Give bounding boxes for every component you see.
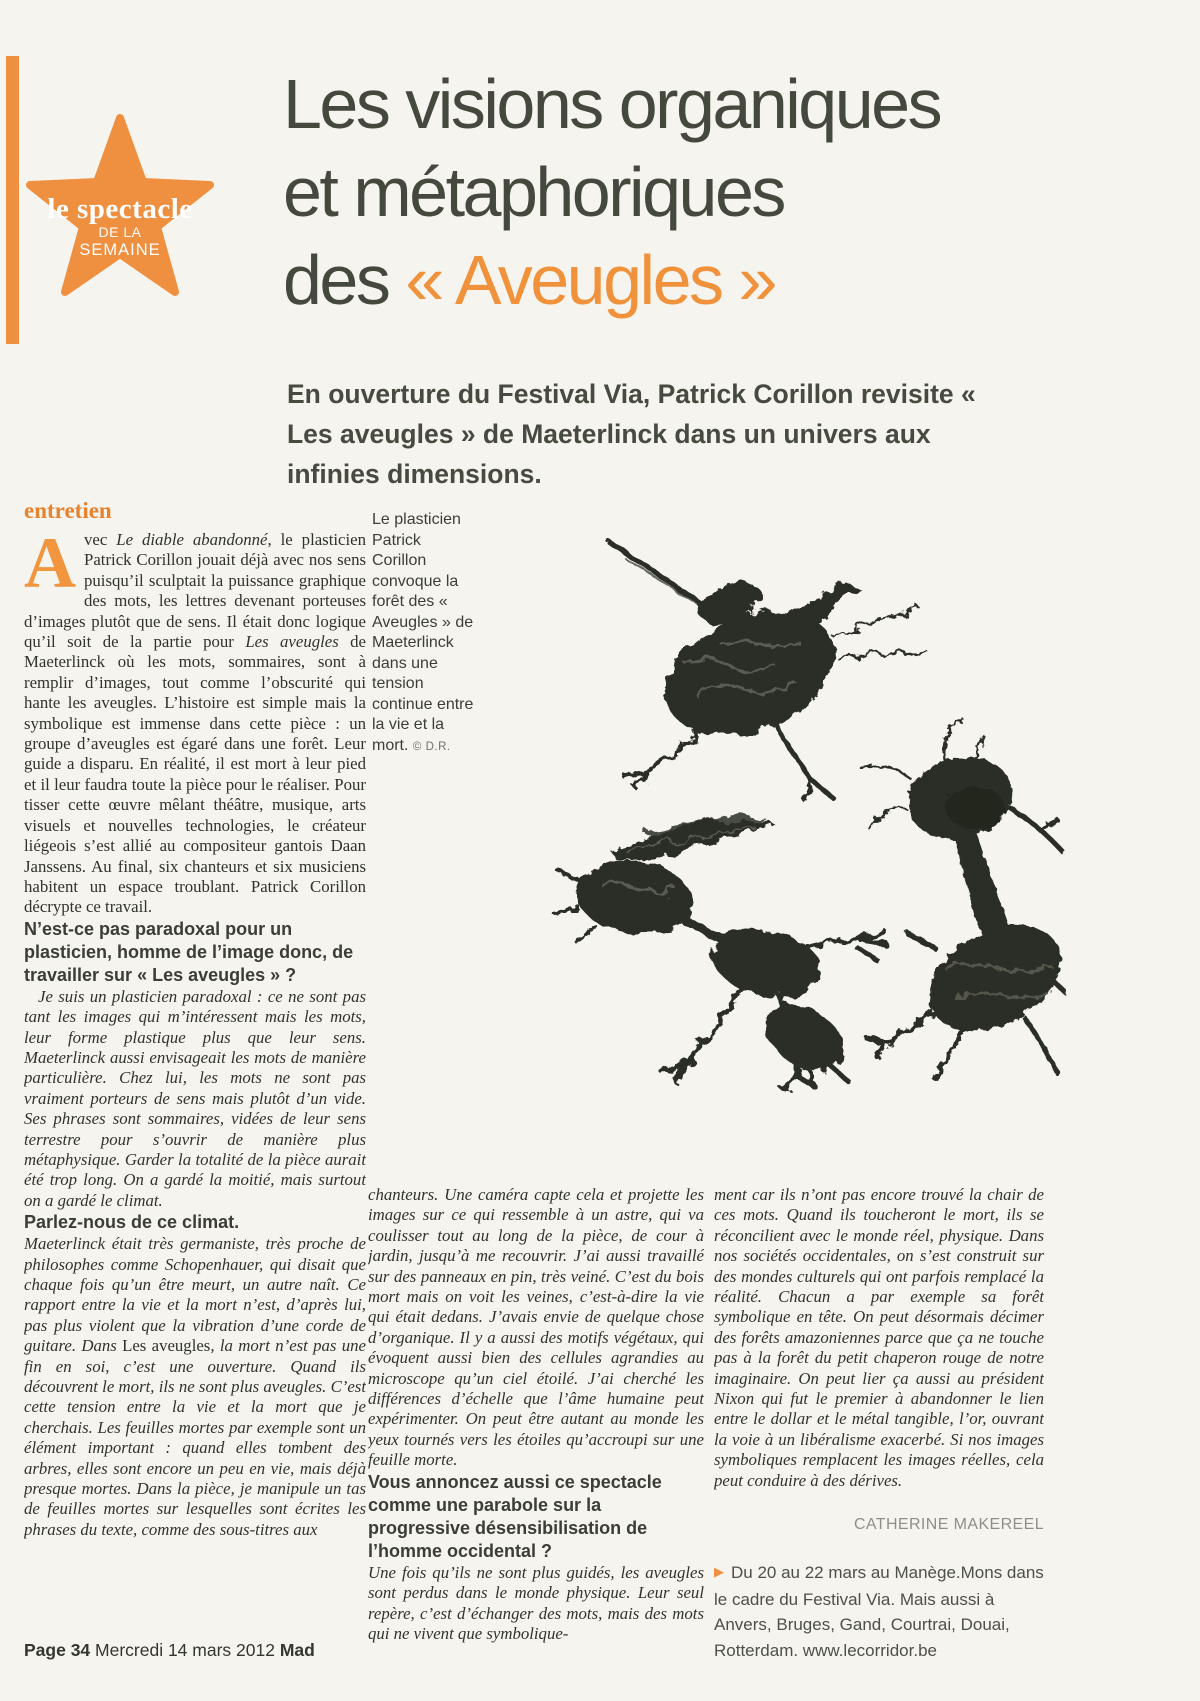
work-title-italic: Le diable abandonné bbox=[116, 530, 268, 549]
photo-credit: © D.R. bbox=[412, 740, 451, 753]
caption-text: Le plasticien Patrick Corillon convoque la forêt des « Aveugles » de Maeterlinck dans une tension continue entre la vie et la mort. bbox=[372, 511, 474, 754]
badge-line2: DE LA bbox=[98, 224, 142, 240]
root-figures-photo bbox=[505, 478, 1070, 1093]
article-column-2 bbox=[368, 1185, 704, 1645]
root-figure-right bbox=[861, 718, 1070, 1078]
interview-answer-3-part2: ment car ils n’ont pas encore trouvé la chair de ces mots. Quand ils toucheront le mort, ils se réconcilient avec le monde réel, physique. Dans nos sociétés occidentales, on s’est construit sur des mondes culturels qui ont parfois remplacé la réalité. Chacun a par exemple sa forêt symbolique en tête. On peut désormais décimer des forêts amazoniennes parce que ça ne touche pas à la forêt du petit chaperon rouge de notre imaginaire. On peut lier ça aussi au président Nixon qui fut le premier à abandonner le lien entre le dollar et le métal tangible, l’or, ouvrant la voie à un libéralisme exacerbé. Si nos images symboliques remplacent les images réelles, cela peut conduire à des dérives. bbox=[714, 1185, 1044, 1490]
page-footer bbox=[24, 1640, 315, 1661]
arrow-marker-icon: ▶ bbox=[714, 1564, 724, 1579]
interview-question-2: Parlez-nous de ce climat. bbox=[24, 1212, 240, 1233]
answer2-italic-cont: , la mort n’est pas une fin en soi, c’est une ouverture. Quand ils découvrent le mort, ils ne sont plus aveugles. C’est cette tension entre la vie et la mort que je cherchais. Les feuilles mortes par exemple sont un élément important : quand elles tombent des arbres, elles sont encore un peu en vie, mais déjà presque mortes. Dans la pièce, je manipule un tas de feuilles mortes sur lesquelles sont écrites les phrases du texte, comme des sous-titres aux bbox=[24, 1336, 366, 1539]
interview-answer-2-part1 bbox=[24, 1234, 366, 1540]
interview-question-1: N’est-ce pas paradoxal pour un plasticien, homme de l’image donc, de travailler sur « Les aveugles » ? bbox=[24, 918, 354, 985]
intro-end: de Maeterlinck où les mots, sommaires, sont à remplir d’images, tout comme l’obscurité qui hante les aveugles. L’histoire est simple mais la symbolique est immense dans cette pièce : un groupe d’aveugles est égaré dans une forêt. Leur guide a disparu. En réalité, il est mort à leur pied et il leur faudra toute la pièce pour le réaliser. Pour tisser cette œuvre mêlant théâtre, musique, arts visuels et nouvelles technologies, le créateur liégeois s’est allié au compositeur gantois Daan Janssens. Au final, six chanteurs et six musiciens habitent un espace troublant. Patrick Corillon décrypte ce travail. bbox=[24, 632, 366, 917]
article-standfirst: En ouverture du Festival Via, Patrick Corillon revisite « Les aveugles » de Maeterlinck dans un univers aux infinies dimensions. bbox=[287, 379, 976, 489]
intro-lead: vec bbox=[84, 530, 117, 549]
footer-brand: Mad bbox=[279, 1640, 315, 1660]
title-line-3-prefix: des bbox=[283, 241, 406, 319]
title-line-3-accent: « Aveugles » bbox=[405, 241, 775, 319]
root-figure-top bbox=[607, 540, 925, 800]
title-line-2: et métaphoriques bbox=[283, 153, 784, 231]
interview-question-3: Vous annoncez aussi ce spectacle comme une parabole sur la progressive désensibilisation de l’homme occidental ? bbox=[368, 1471, 662, 1561]
author-byline: CATHERINE MAKEREEL bbox=[853, 1516, 1044, 1533]
work-title-italic: Les aveugles bbox=[245, 632, 339, 652]
interview-answer-3-part1: Une fois qu’ils ne sont plus guidés, les aveugles sont perdus dans le monde physique. Leur seul repère, c’est d’échanger des mots, mais des mots qui ne vivent que symbolique- bbox=[368, 1562, 704, 1643]
article-column-3 bbox=[714, 1185, 1044, 1517]
root-figure-bottom-left bbox=[555, 814, 887, 1090]
footer-page-number: Page 34 bbox=[24, 1640, 91, 1660]
badge-line1: le spectacle bbox=[47, 193, 193, 225]
answer2-italic: Maeterlinck était très germaniste, très proche de philosophes comme Schopenhauer, qui disait que chaque fois qu’un être meurt, un autre naît. Ce rapport entre la vie et la mort n’est, d’après lui, pas plus violent que la vibration d’une corde de guitare. Dans bbox=[24, 1234, 366, 1356]
weekly-show-badge bbox=[16, 194, 224, 260]
interview-answer-2-part2: chanteurs. Une caméra capte cela et projette les images sur ce qui ressemble à un astre, qui va coulisser tout au long de la pièce, de cour à jardin, jusqu’à me recouvrir. J’ai aussi travaillé sur des panneaux en pin, très veiné. C’est du bois mort mais on voit les veines, c’est-à-dire la vie qui était dedans. J’avais envie de quelque chose d’organique. Il y a aussi des motifs végétaux, qui évoquent aussi bien des cellules agrandies au microscope qu’un ciel étoilé. J’ai cherché les différences d’échelle que l’âme humaine peut expérimenter. On peut être autant au monde les yeux tournés vers les étoiles qu’accroupi sur une feuille morte. bbox=[368, 1185, 704, 1470]
title-line-1: Les visions organiques bbox=[283, 65, 941, 143]
kicker-label: entretien bbox=[24, 498, 112, 523]
article-title bbox=[283, 60, 1063, 324]
interview-answer-1: Je suis un plasticien paradoxal : ce ne sont pas tant les images qui m’intéressent mais les mots, leur forme plastique plus que leur sens. Maeterlinck aussi envisageait les mots de manière particulière. Chez lui, les mots ne sont pas vraiment porteurs de sens mais plutôt d’un vide. Ses phrases sont sommaires, vidées de leur sens terrestre pour s’ouvrir de manière plus métaphysique. Garder la totalité de la pièce aurait été trop long. On a gardé la moitié, mais surtout on a gardé le climat. bbox=[24, 986, 366, 1210]
dropcap-letter: A bbox=[24, 530, 76, 603]
title-line-3 bbox=[283, 236, 1063, 324]
badge-line3: SEMAINE bbox=[79, 241, 161, 259]
footer-date: Mercredi 14 mars 2012 bbox=[90, 1640, 280, 1660]
work-title-roman: Les aveugles bbox=[122, 1336, 211, 1356]
photo-caption bbox=[372, 510, 474, 757]
article-column-1 bbox=[24, 530, 366, 1646]
event-info-box bbox=[714, 1560, 1054, 1663]
intro-paragraph bbox=[24, 530, 366, 918]
event-info-text: Du 20 au 22 mars au Manège.Mons dans le cadre du Festival Via. Mais aussi à Anvers, Bruges, Gand, Courtrai, Douai, Rotterdam. www.lecorridor.be bbox=[714, 1563, 1044, 1660]
intro-mid: , le plasticien Patrick Corillon jouait déjà avec nos sens puisqu’il sculptait la puissance graphique des mots, les lettres devenant porteuses d’images plutôt que de sens. Il était donc logique qu’il soit de la partie pour bbox=[24, 530, 366, 652]
